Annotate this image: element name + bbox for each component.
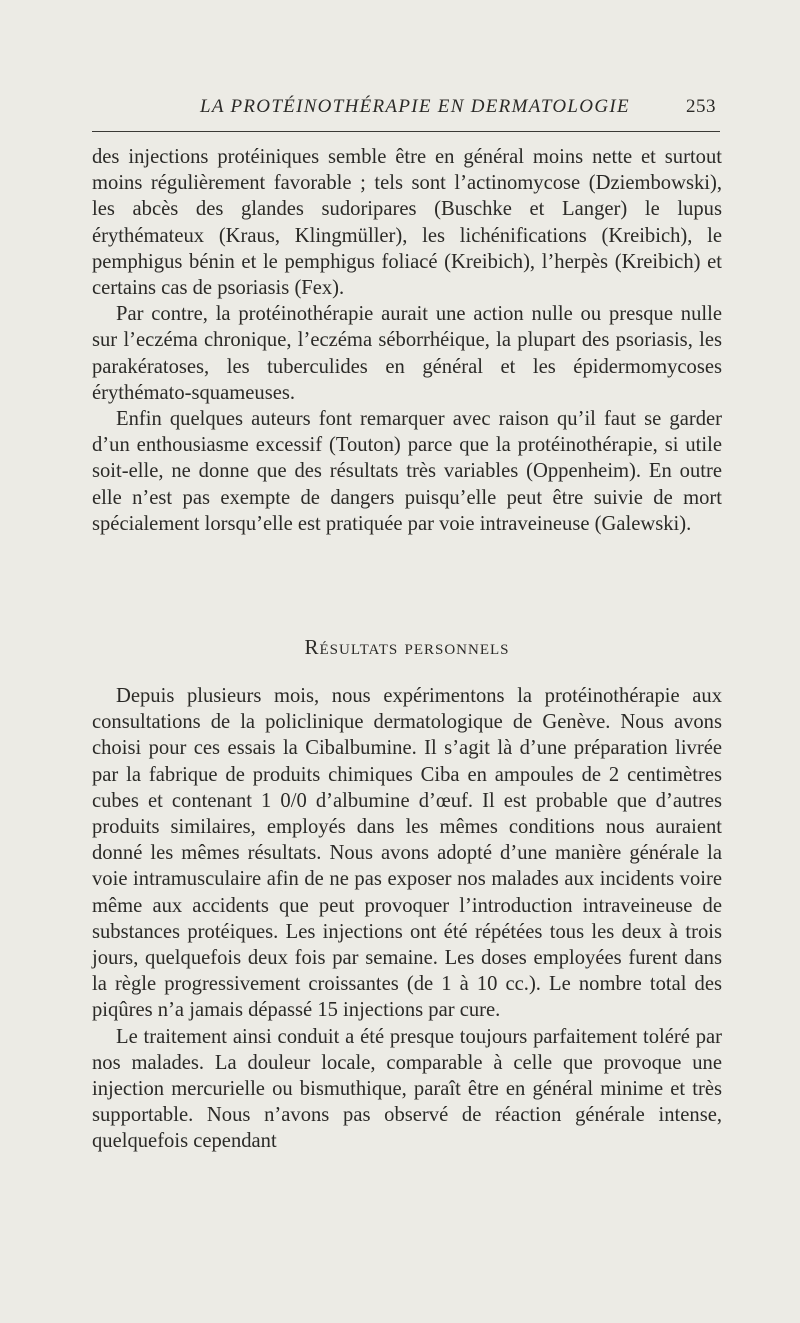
section-heading: Résultats personnels — [304, 635, 510, 659]
paragraph: Le traitement ainsi conduit a été presque toujours parfaitement toléré par nos malades. La douleur locale, comparable à celle que provoque une injection mercurielle ou bismuthique, paraît être en général minime et très supportable. Nous n’avons pas observé de réaction générale intense, quelquefois cependant — [92, 1025, 722, 1153]
paragraph: Depuis plusieurs mois, nous expérimentons la protéinothérapie aux consultations de la policlinique dermatologique de Genève. Nous avons choisi pour ces essais la Cibalbumine. Il s’agit là d’une préparation livrée par la fabrique de produits chimiques Ciba en ampoules de 2 centimètres cubes et contenant 1 0/0 d’albumine d’œuf. Il est probable que d’autres produits similaires, employés dans les mêmes conditions nous auraient donné les mêmes résultats. Nous avons adopté d’une manière générale la voie intramusculaire afin de ne pas exposer nos malades aux incidents voire même aux accidents que peut provoquer l’introduction intraveineuse de substances protéiques. Les injections ont été répétées tous les deux à trois jours, quelquefois deux fois par semaine. Les doses employées furent dans la règle progressivement croissantes (de 1 à 10 cc.). Le nombre total des piqûres n’a jamais dépassé 15 injections par cure. — [92, 685, 722, 1022]
paragraph: Par contre, la protéinothérapie aurait une action nulle ou presque nulle sur l’eczéma chronique, l’eczéma séborrhéique, la plupart des psoriasis, les parakératoses, les tuberculides en général et les épidermomycoses érythémato-squameuses. — [92, 303, 722, 404]
paragraph: Enfin quelques auteurs font remarquer avec raison qu’il faut se garder d’un enthousiasme excessif (Touton) parce que la protéinothérapie, si utile soit-elle, ne donne que des résultats très variables (Oppenheim). En outre elle n’est pas exempte de dangers puisqu’elle peut être suivie de mort spécialement lorsqu’elle est pratiquée par voie intraveineuse (Galewski). — [92, 408, 722, 535]
page-header — [92, 92, 720, 122]
paragraph-continued: des injections protéiniques semble être en général moins nette et surtout moins régulièrement favorable ; tels sont l’actinomycose (Dziembowski), les abcès des glandes sudoripares (Buschke et Langer) le lupus érythémateux (Kraus, Klingmüller), les lichénifications (Kreibich), le pemphigus bénin et le pemphigus foliacé (Kreibich), l’herpès (Kreibich) et certains cas de psoriasis (Fex). — [92, 146, 722, 300]
header-rule — [92, 131, 720, 132]
body-text — [92, 144, 722, 537]
page-number: 253 — [686, 96, 716, 117]
running-title: LA PROTÉINOTHÉRAPIE EN DERMATOLOGIE — [200, 96, 630, 117]
section-body-text — [92, 683, 722, 1155]
